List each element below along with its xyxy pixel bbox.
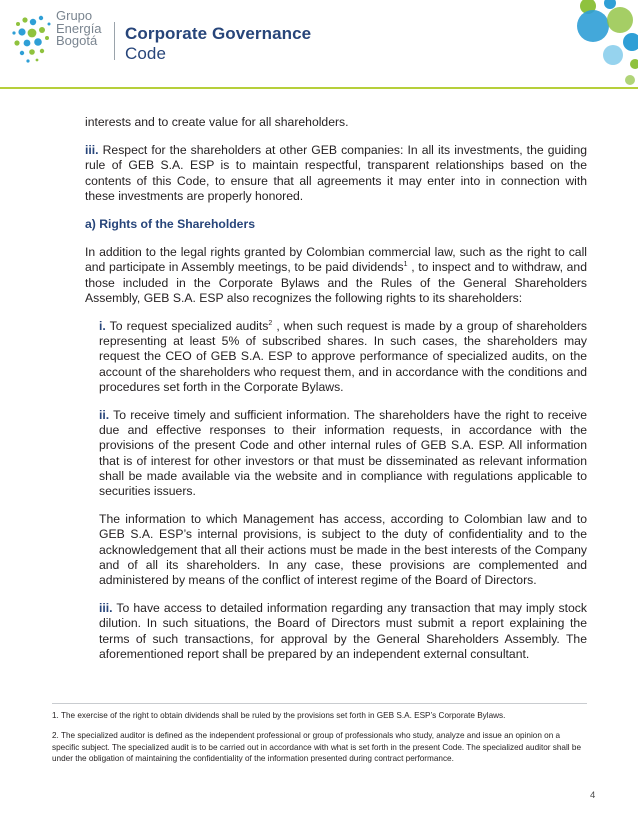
paragraph-respect: [85, 143, 587, 204]
right-item-audits: [99, 319, 587, 395]
logo-line: Grupo: [56, 8, 93, 23]
right-item-dilution: [99, 601, 587, 662]
paragraph-text: To request specialized audits: [105, 319, 269, 334]
item-label: i.: [99, 319, 106, 334]
footnote-ref: 2: [268, 319, 273, 327]
document-title: [125, 24, 311, 64]
body-text: [85, 115, 587, 675]
footnote-ref: 1: [403, 261, 408, 269]
paragraph-text: To have access to detailed information regarding any transaction that may imply stock dilution. In such situations, the Board of Directors must submit a report explaining the terms of such transactions, for approval by the General Shareholders Assembly. The aforementioned report shall be prepared by an independent external consultant.: [99, 601, 587, 661]
paragraph-text: In addition to the legal rights granted by Colombian commercial law, such as the right to call and participate in Assembly meetings, to be paid dividends: [85, 245, 587, 275]
decorative-circles-icon: [560, 0, 638, 110]
paragraph-text: To receive timely and sufficient information. The shareholders have the right to receive due and effective responses to their information requests, in accordance with the provisions of the present Code and other internal rules of GEB S.A. ESP. All information that is of interest for other investors or that must be disseminated as relevant information shall be made available via the website and in compliance with regulations applicable to securities issuers.: [99, 408, 587, 499]
header-rule: [0, 87, 638, 89]
section-heading: a) Rights of the Shareholders: [85, 217, 255, 232]
logo-line: Bogotá: [56, 33, 98, 48]
footnotes: [52, 710, 587, 774]
paragraph: interests and to create value for all shareholders.: [85, 115, 349, 129]
footnote-1: 1. The exercise of the right to obtain dividends shall be ruled by the provisions set forth in GEB S.A. ESP’s Corporate Bylaws.: [52, 711, 506, 720]
item-label: ii.: [99, 408, 110, 423]
footnote-2: 2. The specialized auditor is defined as the independent professional or group of professionals who study, analyze and issue an opinion on a specific subject. The specialized audit is to be carried out in accordance with what is set forth in the present Code. The specialized auditor shall be under the obligation of maintaining the confidentiality of the information presented during contract performance.: [52, 731, 581, 764]
logo-dots-icon: [8, 10, 54, 70]
document-title-sub: Code: [125, 44, 167, 63]
paragraph-confidentiality: The information to which Management has access, according to Colombian law and to GEB S.A. ESP’s internal provisions, is subject to the duty of confidentiality and to the acknowledgement that all their actions must be made in the best interests of the Company and of all its shareholders. In any case, these provisions are complemented and administered by means of the conflict of interest regime of the Board of Directors.: [99, 512, 587, 588]
item-label: iii.: [99, 601, 113, 616]
logo-text: [56, 10, 102, 48]
right-item-information: [99, 408, 587, 499]
paragraph-rights-intro: [85, 245, 587, 306]
paragraph-text: , to inspect and to withdraw, and those included in the Corporate Bylaws and the Rules of the General Shareholders Assembly, GEB S.A. ESP also recognizes the following rights to its shareholders:: [85, 260, 587, 305]
item-label: iii.: [85, 143, 99, 158]
page-number: 4: [590, 790, 596, 801]
paragraph-text: Respect for the shareholders at other GEB companies: In all its investments, the guiding rule of GEB S.A. ESP is to maintain respectful, transparent relationships based on the contents of this Code, to ensure that all agreements it may enter into in connection with these investments are properly honored.: [85, 143, 587, 203]
document-title-main: Corporate Governance: [125, 24, 312, 43]
logo-line: Energía: [56, 20, 102, 36]
header-divider: [114, 22, 115, 60]
footnote-rule: [52, 703, 587, 704]
paragraph-text: , when such request is made by a group of shareholders representing at least 5% of subscribed shares. In such cases, the shareholders may request the CEO of GEB S.A. ESP to approve performance of specialized audits, on the account of the shareholders who request them, and in accordance with the conditions and procedures set forth in the Corporate Bylaws.: [99, 319, 587, 394]
